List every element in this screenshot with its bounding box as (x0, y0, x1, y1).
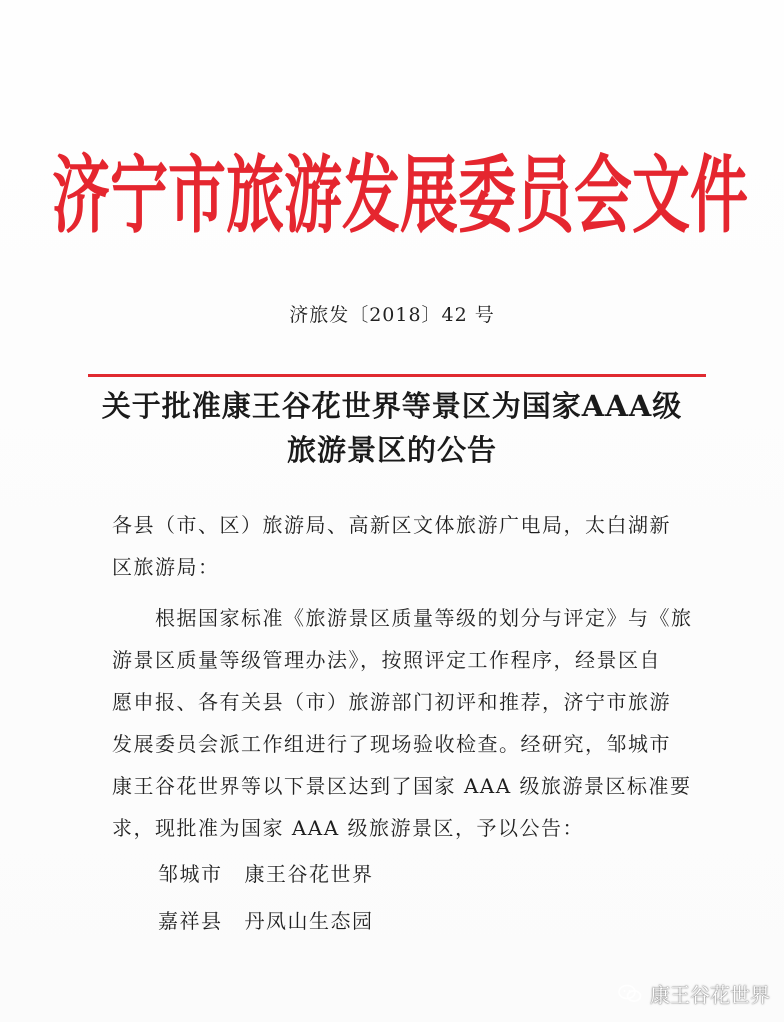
salutation-line-2: 区旅游局： (112, 555, 220, 579)
body-paragraph-line: 根据国家标准《旅游景区质量等级的划分与评定》与《旅 (112, 606, 693, 630)
document-number: 济旅发〔2018〕42 号 (289, 304, 495, 326)
red-divider-line (88, 374, 706, 377)
wechat-icon (618, 984, 642, 1004)
county-name: 邹城市 (158, 862, 223, 886)
scenic-area-name: 丹凤山生态园 (244, 909, 374, 933)
body-paragraph-line: 求，现批准为国家 AAA 级旅游景区，予以公告： (112, 816, 585, 840)
watermark-text: 康王谷花世界 (650, 983, 770, 1007)
scenic-area-name: 康王谷花世界 (244, 862, 374, 886)
body-paragraph-line: 康王谷花世界等以下景区达到了国家 AAA 级旅游景区标准要 (112, 774, 692, 798)
document-masthead: 济宁市旅游发展委员会文件 (52, 145, 749, 245)
body-paragraph-line: 游景区质量等级管理办法》，按照评定工作程序，经景区自 (112, 648, 661, 672)
announcement-title-line-1: 关于批准康王谷花世界等景区为国家AAA级 (101, 389, 683, 423)
scenic-list-item (158, 905, 374, 934)
salutation-line-1: 各县（市、区）旅游局、高新区文体旅游广电局，太白湖新 (112, 513, 671, 537)
body-paragraph-line: 愿申报、各有关县（市）旅游部门初评和推荐，济宁市旅游 (112, 690, 671, 714)
announcement-title-line-2: 旅游景区的公告 (286, 433, 497, 467)
wechat-watermark (618, 979, 770, 1008)
scenic-list-item (158, 858, 374, 887)
county-name: 嘉祥县 (158, 909, 223, 933)
body-paragraph-line: 发展委员会派工作组进行了现场验收检查。经研究，邹城市 (112, 732, 671, 756)
